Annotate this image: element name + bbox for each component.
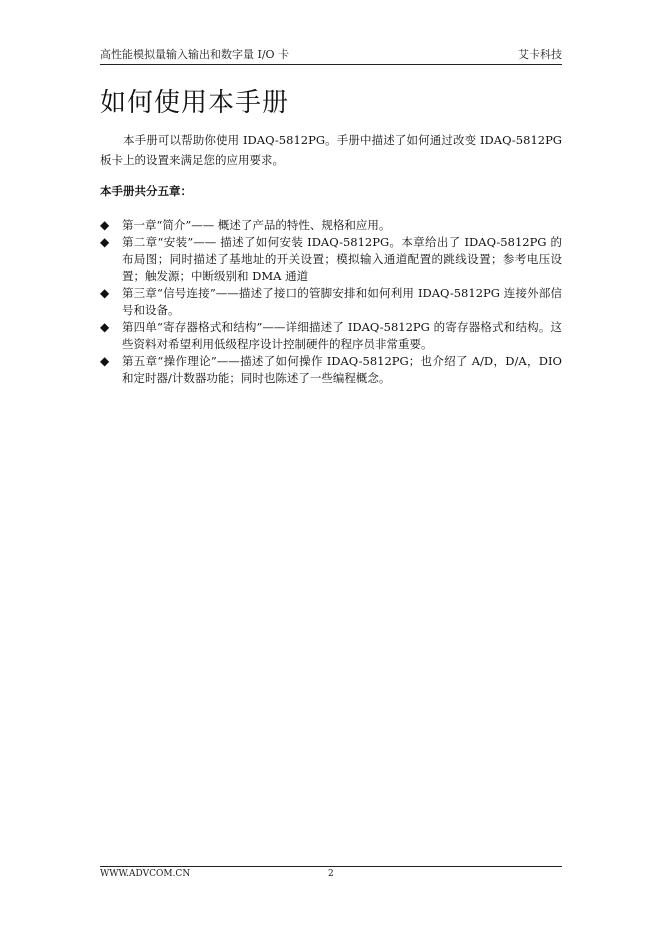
list-item: [100, 319, 562, 353]
page-number: 2: [328, 869, 334, 879]
diamond-bullet-icon: ◆: [100, 235, 110, 249]
list-item: [100, 353, 562, 387]
list-item: [100, 285, 562, 319]
list-item-text: 第四单“寄存器格式和结构”——详细描述了 IDAQ-5812PG 的寄存器格式和结构。这些资料对希望利用低级程序设计控制硬件的程序员非常重要。: [122, 320, 562, 351]
page-title: 如何使用本手册: [100, 88, 290, 118]
list-item-text: 第三章“信号连接”——描述了接口的管脚安排和如何利用 IDAQ-5812PG 连接外部信号和设备。: [122, 286, 562, 317]
intro-paragraph: 本手册可以帮助你使用 IDAQ-5812PG。手册中描述了如何通过改变 IDAQ-5812PG 板卡上的设置来满足您的应用要求。: [100, 133, 562, 167]
list-item-text: 第二章“安装”—— 描述了如何安装 IDAQ-5812PG。本章给出了 IDAQ-5812PG 的布局图；同时描述了基地址的开关设置；模拟输入通道配置的跳线设置；参考电压设置；触发源；中断级别和 DMA 通道: [122, 235, 562, 283]
footer-divider: [100, 866, 562, 867]
section-heading: 本手册共分五章：: [100, 184, 192, 198]
footer-website: WWW.ADVCOM.CN: [100, 869, 191, 879]
list-item-text: 第一章“简介”—— 概述了产品的特性、规格和应用。: [122, 218, 391, 232]
list-item: [100, 217, 562, 234]
chapter-list: [100, 217, 562, 387]
page-header: [100, 46, 562, 64]
list-item-text: 第五章“操作理论”——描述了如何操作 IDAQ-5812PG；也介绍了 A/D，D/A，DIO 和定时器/计数器功能；同时也陈述了一些编程概念。: [122, 354, 562, 385]
diamond-bullet-icon: ◆: [100, 218, 110, 232]
header-document-title: 高性能模拟量输入输出和数字量 I/O 卡: [100, 48, 290, 61]
diamond-bullet-icon: ◆: [100, 354, 110, 368]
header-divider: [100, 64, 562, 65]
diamond-bullet-icon: ◆: [100, 286, 110, 300]
list-item: [100, 234, 562, 285]
header-company-name: 艾卡科技: [518, 48, 562, 61]
diamond-bullet-icon: ◆: [100, 320, 110, 334]
